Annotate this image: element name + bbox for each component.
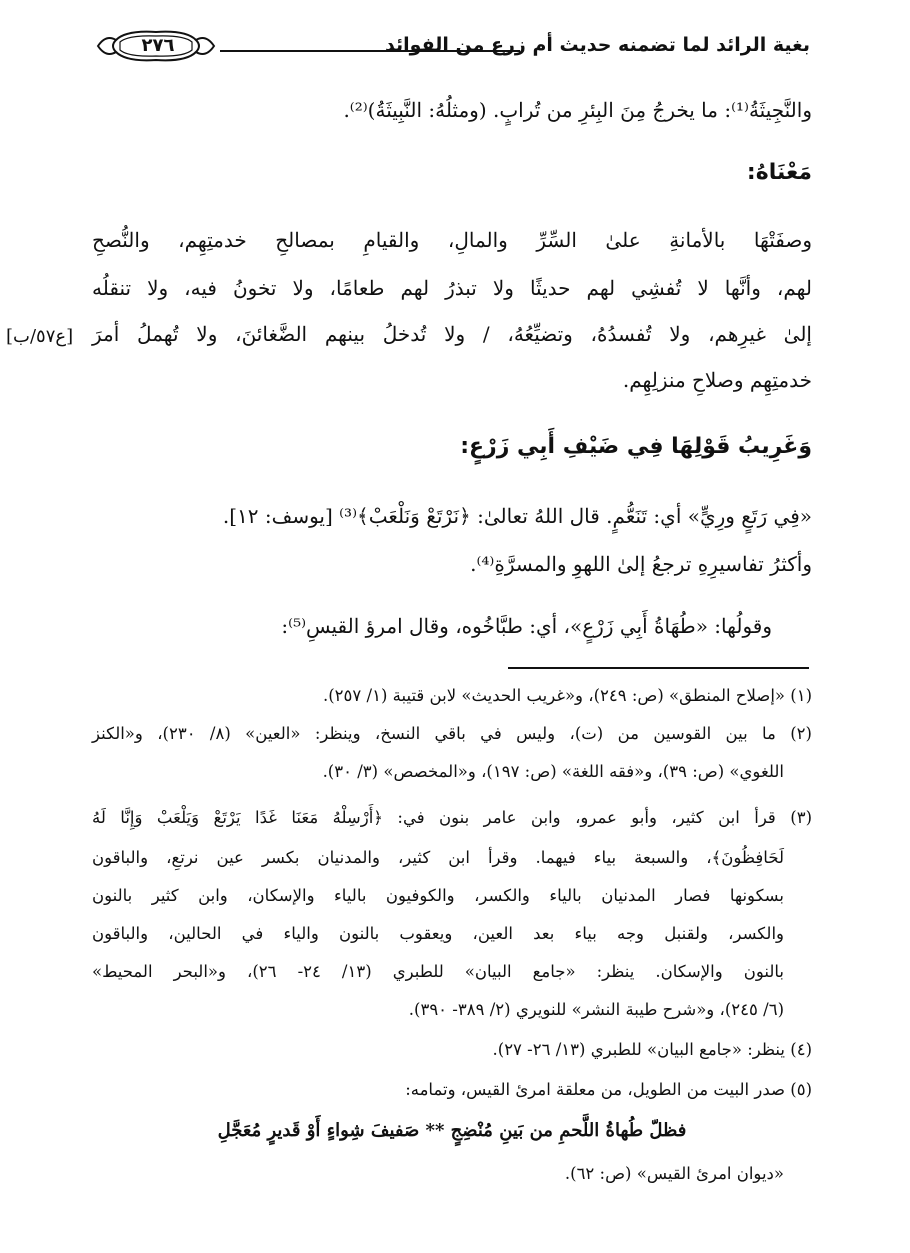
- footnote-line: لَحَافِظُونَ﴾، والسبعة بياء فيهما. وقرأ ابن كثير، والمدنيان بكسر عين نرتعِ، والباقون: [92, 848, 784, 867]
- footnote-line: بالنون والإسكان. ينظر: «جامع البيان» للطبري (١٣/ ٢٤- ٢٦)، و«البحر المحيط»: [92, 962, 785, 981]
- text-line: وقولُها: «طُهَاةُ أَبِي زَرْعٍ»، أي: طبَّاخُوه، وقال امرؤ القيسِ⁽⁵⁾:: [281, 614, 772, 638]
- margin-folio-reference: [ع٥٧/ب]: [6, 326, 74, 347]
- footnote-line: بسكونها فصار المدنيان بالياء والكسر، والكوفيون بالياء والإسكان، وابن كثير بالنون: [92, 886, 784, 905]
- section-heading: مَعْنَاهُ:: [746, 160, 812, 185]
- section-heading: وَغَرِيبُ قَوْلِهَا فِي ضَيْفِ أَبِي زَرْعٍ:: [460, 434, 812, 459]
- footnote-line: اللغوي» (ص: ٣٩)، و«فقه اللغة» (ص: ١٩٧)، و«المخصص» (٣/ ٣٠).: [322, 762, 784, 781]
- text-line: والنَّجِيثَةُ⁽¹⁾: ما يخرجُ مِنَ البِئرِ من تُرابٍ. (ومثلُهُ: النَّبِيثَةُ)⁽²⁾.: [343, 98, 812, 122]
- text-line: وأكثرُ تفاسيرِهِ ترجعُ إلىٰ اللهوِ والمسرَّةِ⁽⁴⁾.: [470, 552, 812, 576]
- text-line: إلىٰ غيرِهم، ولا تُفسدُهُ، وتضيِّعُهُ، / ولا تُدخلُ بينهم الضَّغائنَ، ولا تُهملُ أمرَ: [92, 322, 812, 346]
- footnote-line: (٥) صدر البيت من الطويل، من معلقة امرئ القيس، وتمامه:: [405, 1080, 812, 1099]
- footnote-separator: [508, 667, 809, 669]
- text-line: لهم، وأنَّها لا تُفشِي لهم حديثًا ولا تبذرُ لهم طعامًا، ولا تخونُ فيه، ولا تنقلُه: [92, 276, 812, 300]
- footnote-line: (٦/ ٢٤٥)، و«شرح طيبة النشر» للنويري (٢/ ٣٨٩- ٣٩٠).: [408, 1000, 784, 1019]
- text-line: وصفَتْهَا بالأمانةِ علىٰ السِّرِّ والمالِ، والقيامِ بمصالحِ خدمتِهِم، والنُّصحِ: [92, 228, 812, 252]
- text-line: «فِي رَتَعٍ ورِيٍّ» أي: تَنَعُّمٍ. قال اللهُ تعالىٰ: ﴿نَرْتَعْ وَنَلْعَبْ﴾⁽³⁾ [يوسف: ١٢].: [222, 504, 812, 528]
- footnote-line: (١) «إصلاح المنطق» (ص: ٢٤٩)، و«غريب الحديث» لابن قتيبة (١/ ٢٥٧).: [322, 686, 812, 705]
- footnote-line: (٣) قرأ ابن كثير، وأبو عمرو، وابن عامر بنون في: ﴿أَرْسِلْهُ مَعَنَا غَدًا يَرْتَعْ وَيَلْعَبْ وَإِنَّا لَهُ: [92, 808, 812, 827]
- footnote-line: (٢) ما بين القوسين من (ت)، وليس في باقي النسخ، وينظر: «العين» (٨/ ٢٣٠)، و«الكنز: [92, 724, 812, 743]
- page-number: ٢٧٦: [141, 35, 175, 56]
- text-line: خدمتِهِم وصلاحِ منزلِهِم.: [622, 368, 812, 392]
- running-title: بغية الرائد لما تضمنه حديث أم زرع من الفوائد: [385, 34, 810, 56]
- footnote-line: «ديوان امرئ القيس» (ص: ٦٢).: [564, 1164, 784, 1183]
- header-rule: [220, 50, 520, 52]
- page-header: [96, 28, 810, 68]
- poetry-verse: فظلّ طُهاةُ اللَّحمِ من بَينِ مُنْضِجٍ ** صَفيفَ شِواءٍ أَوْ قَديرٍ مُعَجَّلِ: [217, 1120, 687, 1141]
- footnote-line: والكسر، ولقنبل وجه بياء بعد العين، ويعقوب بالنون والياء في الحالين، والباقون: [92, 924, 784, 943]
- footnote-line: (٤) ينظر: «جامع البيان» للطبري (١٣/ ٢٦- ٢٧).: [492, 1040, 812, 1059]
